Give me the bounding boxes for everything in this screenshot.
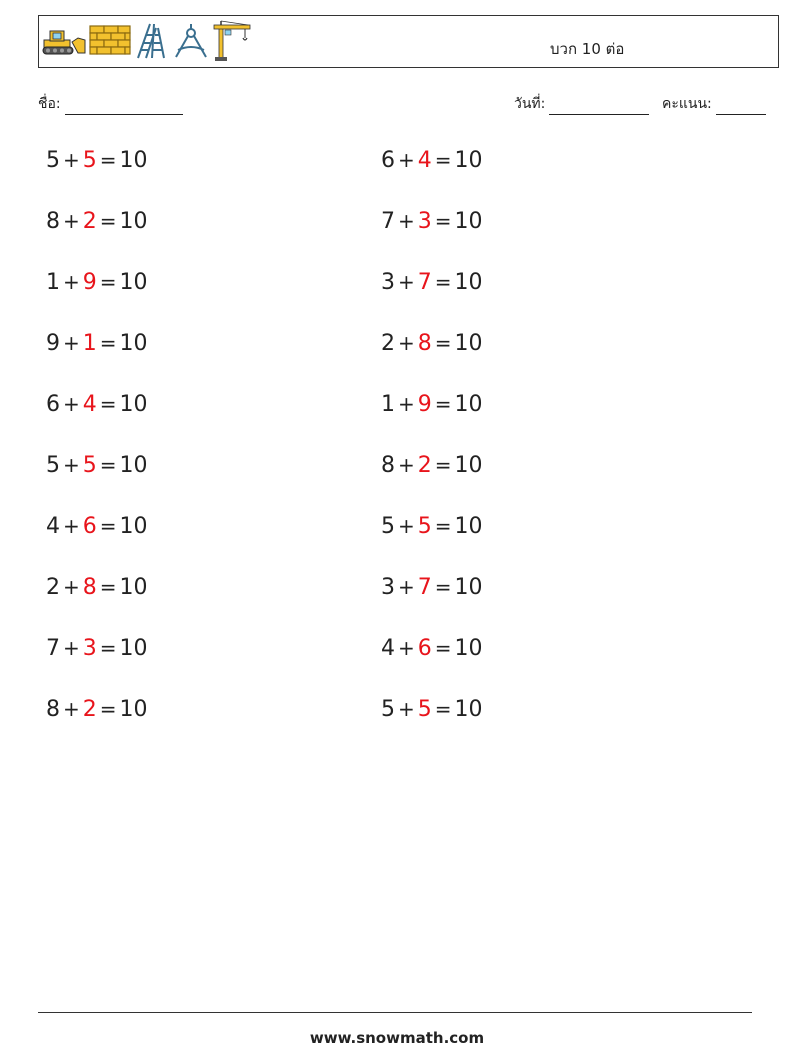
sum-value: 10 [454,392,483,417]
plus-sign: + [398,148,415,172]
addend-answer: 9 [417,392,432,417]
equals-sign: = [434,697,452,721]
addend-a: 5 [46,453,60,478]
sum-value: 10 [119,331,148,356]
addition-problem [46,575,148,600]
compass-icon [172,22,210,64]
sum-value: 10 [119,514,148,539]
name-label: ชื่อ: [38,96,61,112]
sum-value: 10 [454,697,483,722]
addition-problem [381,636,483,661]
equals-sign: = [99,331,117,355]
addend-a: 6 [46,392,60,417]
addition-problem [381,270,483,295]
equals-sign: = [434,392,452,416]
equals-sign: = [434,514,452,538]
addend-a: 7 [381,209,395,234]
name-field[interactable] [38,93,183,115]
sum-value: 10 [454,209,483,234]
addition-problem [46,514,148,539]
addend-a: 8 [46,209,60,234]
equals-sign: = [99,453,117,477]
plus-sign: + [398,636,415,660]
equals-sign: = [434,209,452,233]
equals-sign: = [99,514,117,538]
addend-a: 4 [46,514,60,539]
score-label: คะแนน: [662,96,712,112]
plus-sign: + [398,392,415,416]
addend-answer: 7 [417,575,432,600]
addend-answer: 9 [82,270,97,295]
addend-answer: 5 [417,514,432,539]
addition-problem [46,209,148,234]
addend-answer: 2 [417,453,432,478]
equals-sign: = [99,697,117,721]
addend-answer: 8 [82,575,97,600]
equals-sign: = [434,575,452,599]
addend-a: 9 [46,331,60,356]
plus-sign: + [398,209,415,233]
addend-answer: 5 [417,697,432,722]
equals-sign: = [434,331,452,355]
addition-problem [381,148,483,173]
addition-problem [381,392,483,417]
addend-answer: 2 [82,697,97,722]
addition-problem [46,270,148,295]
equals-sign: = [99,270,117,294]
score-field[interactable] [662,93,766,115]
date-label: วันที่: [514,96,546,112]
addend-answer: 1 [82,331,97,356]
name-blank[interactable] [65,99,183,115]
equals-sign: = [434,453,452,477]
addition-problem [46,697,148,722]
sum-value: 10 [119,697,148,722]
addition-problem [381,453,483,478]
equals-sign: = [99,209,117,233]
plus-sign: + [398,270,415,294]
addend-a: 1 [46,270,60,295]
equals-sign: = [434,270,452,294]
sum-value: 10 [119,270,148,295]
sum-value: 10 [119,575,148,600]
worksheet-header [38,15,779,68]
addend-answer: 4 [417,148,432,173]
addend-answer: 5 [82,453,97,478]
bulldozer-icon [42,26,86,60]
sum-value: 10 [119,209,148,234]
addend-a: 2 [46,575,60,600]
addend-a: 7 [46,636,60,661]
date-field[interactable] [514,93,649,115]
addend-a: 8 [46,697,60,722]
sum-value: 10 [454,514,483,539]
addend-a: 1 [381,392,395,417]
addend-a: 5 [46,148,60,173]
equals-sign: = [434,148,452,172]
addend-a: 3 [381,575,395,600]
plus-sign: + [63,514,80,538]
plus-sign: + [63,148,80,172]
addend-a: 8 [381,453,395,478]
addition-problem [46,148,148,173]
addend-answer: 2 [82,209,97,234]
sum-value: 10 [119,453,148,478]
sum-value: 10 [454,148,483,173]
addend-answer: 3 [82,636,97,661]
plus-sign: + [63,392,80,416]
plus-sign: + [63,575,80,599]
sum-value: 10 [119,392,148,417]
header-icons [42,21,254,65]
date-blank[interactable] [549,99,649,115]
brick-wall-icon [88,24,132,62]
worksheet-title: บวก 10 ต่อ [550,40,625,58]
equals-sign: = [99,636,117,660]
addition-problem [46,453,148,478]
addend-a: 2 [381,331,395,356]
addition-problem [381,209,483,234]
addend-a: 5 [381,514,395,539]
footer-divider [38,1012,752,1013]
addend-answer: 7 [417,270,432,295]
addition-problem [381,697,483,722]
addend-answer: 6 [82,514,97,539]
addition-problem [46,331,148,356]
addend-a: 5 [381,697,395,722]
plus-sign: + [398,514,415,538]
sum-value: 10 [454,575,483,600]
crane-icon [212,20,252,66]
plus-sign: + [398,575,415,599]
addend-a: 3 [381,270,395,295]
addition-problem [46,636,148,661]
addend-answer: 5 [82,148,97,173]
equals-sign: = [99,575,117,599]
footer-website: www.snowmath.com [309,1029,485,1047]
addition-problem [381,331,483,356]
addition-problem [381,575,483,600]
plus-sign: + [63,636,80,660]
sum-value: 10 [454,331,483,356]
addend-a: 4 [381,636,395,661]
equals-sign: = [434,636,452,660]
plus-sign: + [398,697,415,721]
addend-answer: 6 [417,636,432,661]
sum-value: 10 [454,636,483,661]
plus-sign: + [63,697,80,721]
addend-a: 6 [381,148,395,173]
sum-value: 10 [454,453,483,478]
plus-sign: + [398,331,415,355]
plus-sign: + [398,453,415,477]
score-blank[interactable] [716,99,766,115]
sum-value: 10 [454,270,483,295]
ladder-icon [134,22,170,64]
addend-answer: 4 [82,392,97,417]
sum-value: 10 [119,636,148,661]
plus-sign: + [63,453,80,477]
equals-sign: = [99,392,117,416]
addition-problem [381,514,483,539]
plus-sign: + [63,209,80,233]
addition-problem [46,392,148,417]
sum-value: 10 [119,148,148,173]
addend-answer: 3 [417,209,432,234]
plus-sign: + [63,331,80,355]
addend-answer: 8 [417,331,432,356]
equals-sign: = [99,148,117,172]
plus-sign: + [63,270,80,294]
